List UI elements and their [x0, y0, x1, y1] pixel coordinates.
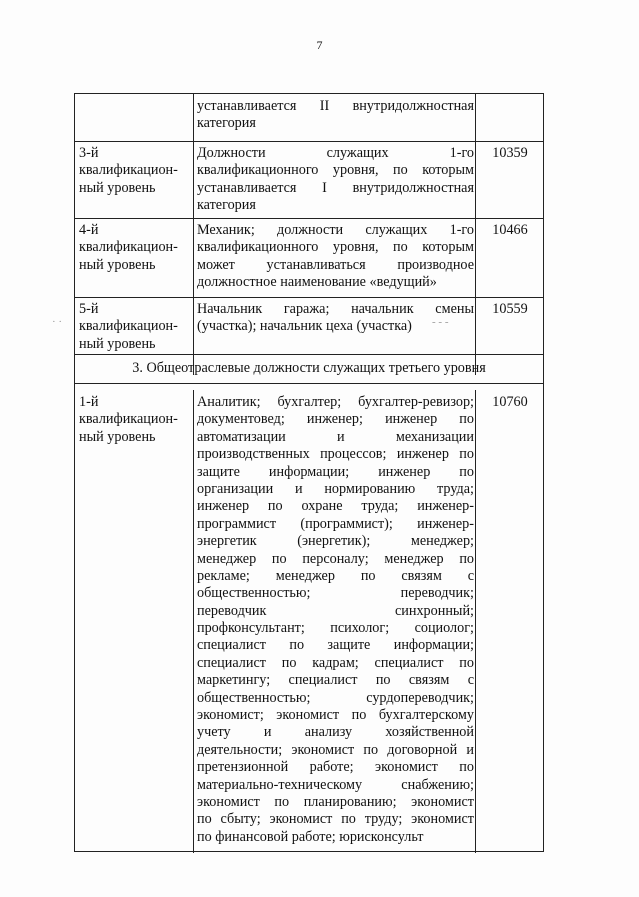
scan-speck: · ·	[52, 316, 63, 328]
row-level	[79, 145, 191, 197]
description-line: профконсультант; психолог; социолог;	[197, 620, 474, 637]
description-line: Аналитик; бухгалтер; бухгалтер-ревизор;	[197, 394, 474, 410]
description-line: квалификационного уровня, по которым	[197, 162, 474, 179]
level-line: 4-й	[79, 222, 99, 238]
row-divider	[75, 297, 543, 298]
description-line: общественностью; сурдопереводчик;	[197, 689, 474, 706]
description-line: может устанавливаться производное	[197, 256, 474, 273]
description-line: по финансовой работе; юрисконсульт	[197, 828, 424, 845]
row-amount: 10559	[492, 301, 528, 317]
row-description	[197, 394, 474, 846]
description-line: устанавливается II внутридолжностная	[197, 98, 474, 114]
description-line: организации и нормированию труда;	[197, 480, 474, 497]
description-line: категория	[197, 115, 256, 132]
row-divider	[75, 141, 543, 142]
column-divider	[193, 390, 194, 853]
level-line: ный уровень	[79, 335, 156, 352]
description-line: Начальник гаража; начальник смены	[197, 301, 474, 317]
row-divider	[75, 218, 543, 219]
row-amount: 10359	[492, 145, 528, 161]
level-line: 5-й	[79, 301, 99, 317]
level-line: ный уровень	[79, 179, 156, 196]
description-line: маркетингу; специалист по связям с	[197, 672, 474, 689]
description-line: защите информации; инженер по	[197, 463, 474, 480]
description-line: претензионной работе; экономист по	[197, 759, 474, 776]
description-line: экономист; экономист по бухгалтерскому	[197, 707, 474, 724]
description-line: учету и анализу хозяйственной	[197, 724, 474, 741]
scan-speck: - - -	[432, 316, 449, 328]
description-line: устанавливается I внутридолжностная	[197, 179, 474, 196]
description-line: категория	[197, 197, 256, 214]
description-line: специалист по кадрам; специалист по	[197, 654, 474, 671]
level-line: квалификацион-	[79, 411, 178, 428]
row-description	[197, 145, 474, 215]
description-line: документовед; инженер; инженер по	[197, 411, 474, 428]
page-number: 7	[316, 38, 323, 52]
description-line: должностное наименование «ведущий»	[197, 274, 437, 291]
row-amount: 10760	[492, 394, 528, 410]
level-line: квалификацион-	[79, 162, 178, 179]
row-level	[79, 222, 191, 274]
column-divider	[475, 94, 476, 375]
description-line: деятельности; экономист по договорной и	[197, 741, 474, 758]
row-divider	[75, 383, 543, 384]
row-amount: 10466	[492, 222, 528, 238]
row-divider	[75, 354, 543, 355]
section-heading: 3. Общеотраслевые должности служащих третьего уровня	[132, 360, 486, 376]
salary-table	[74, 93, 544, 852]
description-line: производственных процессов; инженер по	[197, 446, 474, 463]
description-line: материально-техническому снабжению;	[197, 776, 474, 793]
description-line: Должности служащих 1-го	[197, 145, 474, 161]
description-line: автоматизации и механизации	[197, 428, 474, 445]
level-line: 1-й	[79, 394, 99, 410]
description-line: по сбыту; экономист по труду; экономист	[197, 811, 474, 828]
row-description	[197, 98, 474, 133]
row-level	[79, 394, 191, 446]
description-line: рекламе; менеджер по связям с	[197, 567, 474, 584]
description-line: менеджер по персоналу; менеджер по	[197, 550, 474, 567]
row-level	[79, 301, 191, 353]
description-line: программист (программист); инженер-	[197, 515, 474, 532]
level-line: 3-й	[79, 145, 99, 161]
row-description	[197, 222, 474, 292]
description-line: Механик; должности служащих 1-го	[197, 222, 474, 238]
description-line: переводчик синхронный;	[197, 602, 474, 619]
level-line: квалификацион-	[79, 318, 178, 335]
column-divider	[193, 94, 194, 375]
description-line: специалист по защите информации;	[197, 637, 474, 654]
description-line: инженер по охране труда; инженер-	[197, 498, 474, 515]
level-line: ный уровень	[79, 428, 156, 445]
description-line: (участка); начальник цеха (участка)	[197, 318, 412, 335]
level-line: ный уровень	[79, 256, 156, 273]
description-line: экономист по планированию; экономист	[197, 793, 474, 810]
description-line: квалификационного уровня, по которым	[197, 239, 474, 256]
column-divider	[475, 390, 476, 853]
description-line: энергетик (энергетик); менеджер;	[197, 533, 474, 550]
description-line: общественностью; переводчик;	[197, 585, 474, 602]
level-line: квалификацион-	[79, 239, 178, 256]
